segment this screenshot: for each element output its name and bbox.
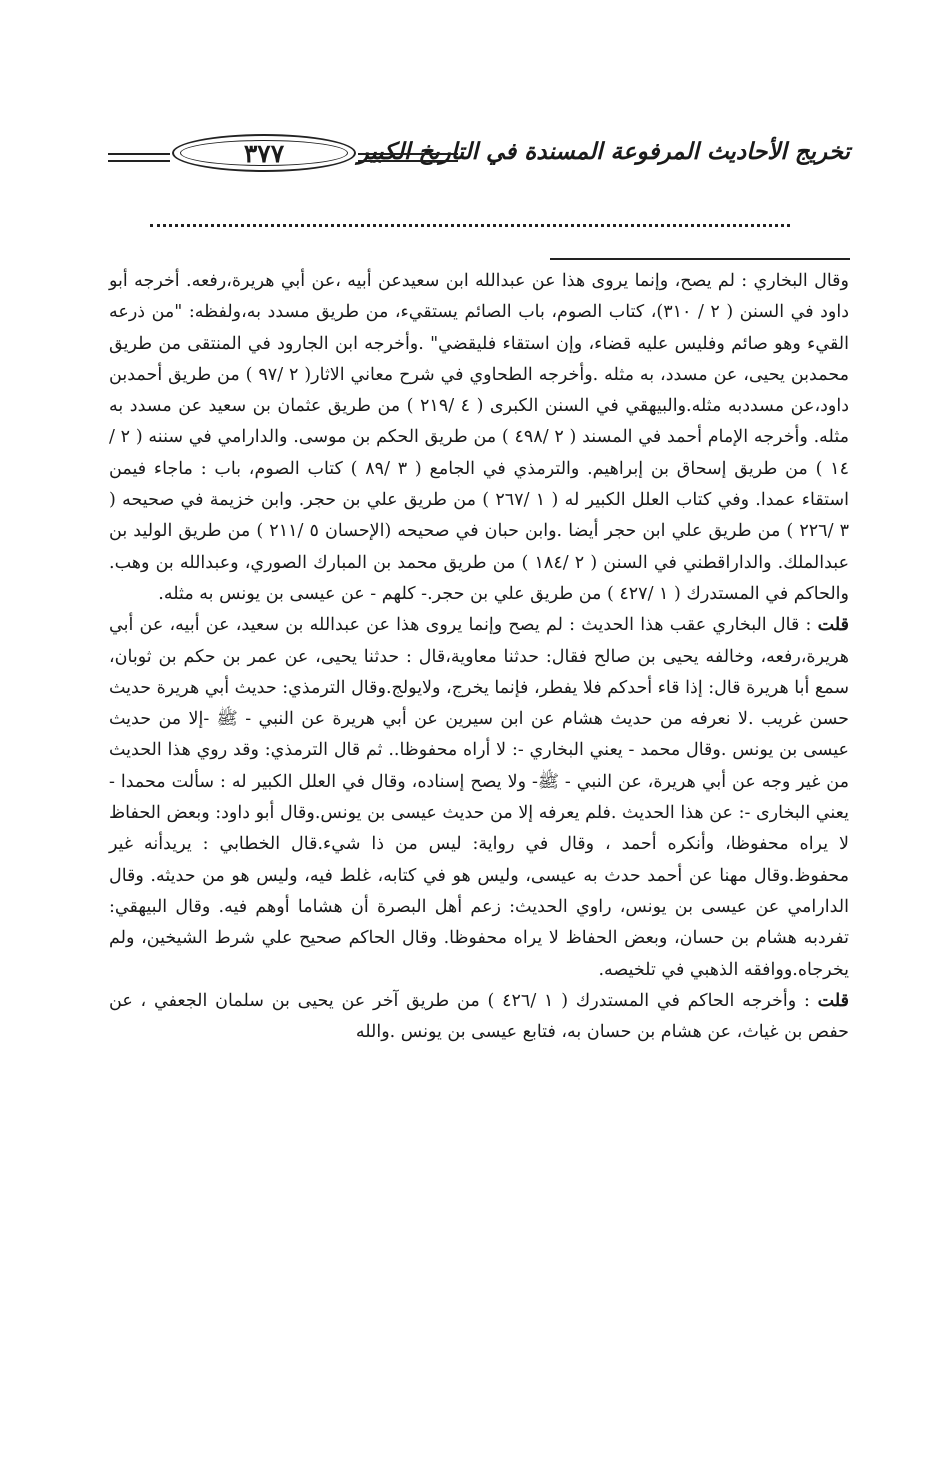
page-number: ٣٧٧ <box>172 134 356 172</box>
paragraph <box>109 986 849 1049</box>
section-rule <box>550 258 850 260</box>
page-header <box>100 128 850 184</box>
paragraph-lead: قلت <box>817 990 849 1011</box>
running-title: تخريج الأحاديث المرفوعة المسندة في التاريخ الكبير <box>357 138 850 165</box>
dotted-separator <box>150 214 790 227</box>
header-rule-left <box>108 153 170 162</box>
page-body <box>109 266 849 1048</box>
paragraph-text: : قال البخاري عقب هذا الحديث : لم يصح وإنما يروى هذا عن عبدالله بن سعيد، عن أبيه، عن أبي هريرة،رفعه، وخالفه يحيى بن صالح فقال: حدثنا معاوية،قال : حدثنا يحيى، عن عمر بن حكم بن ثوبان، سمع أبا هريرة قال: إذا قاء أحدكم فلا يفطر، فإنما يخرج، ولايولج.وقال الترمذي: حديث أبي هريرة حديث حسن غريب .لا نعرفه من حديث هشام عن ابن سيرين عن أبي هريرة عن النبي - ﷺ -إلا من حديث عيسى بن يونس .وقال محمد - يعني البخاري -: لا أراه محفوظا.. ثم قال الترمذي: وقد روي هذا الحديث من غير وجه عن أبي هريرة، عن النبي - ﷺ- ولا يصح إسناده، وقال في العلل الكبير له : سألت محمدا - يعني البخارى -: عن هذا الحديث .فلم يعرفه إلا من حديث عيسى بن يونس.وقال أبو داود: وبعض الحفاظ لا يراه محفوظا، وأنكره أحمد ، وقال في رواية: ليس من ذا شيء.قال الخطابي : يريدأنه غير محفوظ.وقال مهنا عن أحمد حدث به عيسى، وليس هو في كتابه، غلط فيه، وليس هو من حديثه. وقال الدارامي عن عيسى بن يونس، راوي الحديث: زعم أهل البصرة أن هشاما أوهم فيه. وقال البيهقي: تفردبه هشام بن حسان، وبعض الحفاظ لا يراه محفوظا. وقال الحاكم صحيح علي شرط الشيخين، ولم يخرجاه.ووافقه الذهبي في تلخيصه. <box>108 615 849 980</box>
paragraph <box>109 610 849 986</box>
paragraph-lead: قلت <box>817 615 849 636</box>
paragraph-text: : وأخرجه الحاكم في المستدرك ( ١ /٤٢٦ ) من طريق آخر عن يحيى بن سلمان الجعفي ، عن حفص بن غياث، عن هشام بن حسان به، فتابع عيسى بن يونس .والله <box>109 990 849 1043</box>
paragraph: وقال البخاري : لم يصح، وإنما يروى هذا عن عبدالله ابن سعيدعن أبيه ،عن أبي هريرة،رفعه. أخرجه أبو داود في السنن ( ٢ / ٣١٠)، كتاب الصوم، باب الصائم يستقيء، من طريق مسدد به،ولفظه: "من ذرعه القيء وهو صائم وفليس عليه قضاء، وإن استقاء فليقضي" .وأخرجه ابن الجارود في المنتقى من طريق محمدبن يحيى، عن مسدد، به مثله .وأخرجه الطحاوي في شرح معاني الاثار( ٢ /٩٧ ) من طريق أحمدبن داود،عن مسددبه مثله.والبيهقي في السنن الكبرى ( ٤ /٢١٩ ) من طريق عثمان بن سعيد عن مسدد به مثله. وأخرجه الإمام أحمد في المسند ( ٢ /٤٩٨ ) من طريق الحكم بن موسى. والدارامي في سننه ( ٢ /١٤ ) من طريق إسحاق بن إبراهيم. والترمذي في الجامع ( ٣ /٨٩ ) كتاب الصوم، باب : ماجاء فيمن استقاء عمدا. وفي كتاب العلل الكبير له ( ١ /٢٦٧ ) من طريق علي بن حجر. وابن خزيمة في صحيحه ( ٣ /٢٢٦ ) من طريق علي ابن حجر أيضا .وابن حبان في صحيحه (الإحسان ٥ /٢١١ ) من طريق الوليد بن عبدالملك. والداراقطني في السنن ( ٢ /١٨٤ ) من طريق محمد بن المبارك الصوري، وعبدالله بن وهب. والحاكم في المستدرك ( ١ /٤٢٧ ) من طريق علي بن حجر.- كلهم - عن عيسى بن يونس به مثله. <box>109 271 850 604</box>
header-rule-right <box>358 153 458 162</box>
